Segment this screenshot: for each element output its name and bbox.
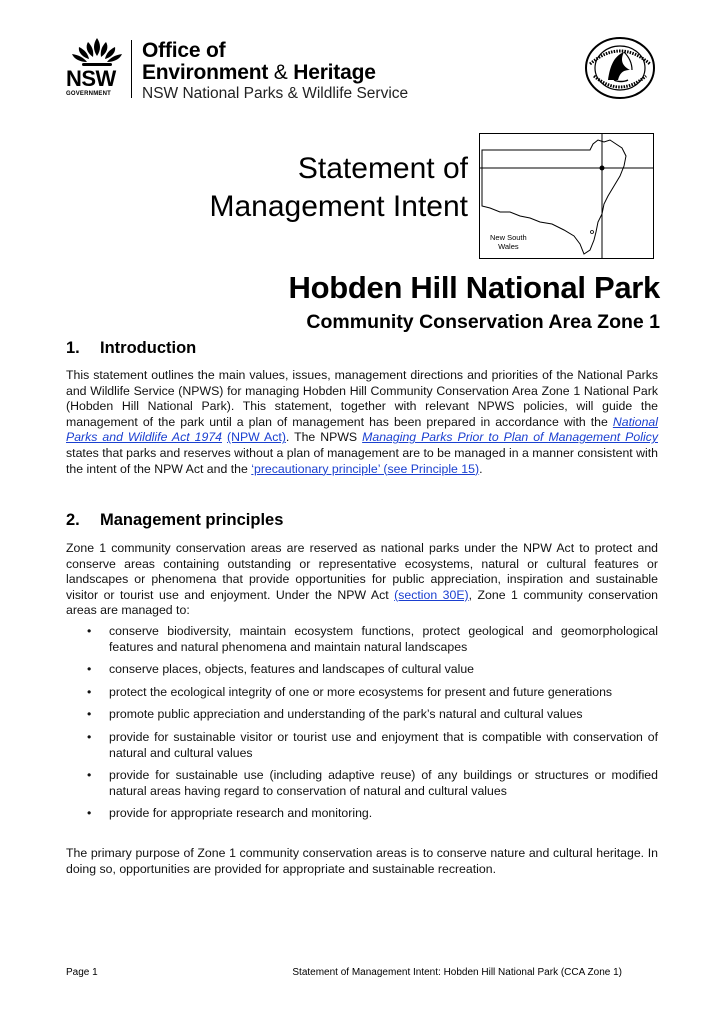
list-item bbox=[66, 806, 658, 822]
section1-paragraph bbox=[66, 368, 658, 477]
document-title-line1: Statement of bbox=[297, 152, 468, 185]
bullet-icon: • bbox=[87, 768, 92, 783]
nsw-wordmark: NSW bbox=[66, 66, 116, 91]
section2-heading bbox=[66, 511, 283, 530]
list-item-text: provide for appropriate research and monitoring. bbox=[109, 806, 373, 821]
bullet-icon: • bbox=[87, 662, 92, 677]
nsw-waratah-logo-icon bbox=[68, 36, 126, 68]
list-item bbox=[66, 730, 658, 761]
section1-text-b: . The NPWS bbox=[285, 430, 363, 445]
logo-line3: NSW National Parks & Wildlife Service bbox=[142, 85, 409, 102]
bullet-icon: • bbox=[87, 806, 92, 821]
list-item-text: promote public appreciation and understanding of the park’s natural and cultural values bbox=[109, 707, 583, 722]
logo-divider bbox=[131, 40, 132, 98]
map-label bbox=[490, 233, 527, 251]
list-item bbox=[66, 624, 658, 655]
list-item-text: conserve places, objects, features and landscapes of cultural value bbox=[109, 662, 475, 677]
section1-text-d: . bbox=[479, 461, 483, 476]
footer-page-number: Page 1 bbox=[66, 967, 98, 978]
list-item bbox=[66, 707, 658, 723]
section1-text-a: This statement outlines the main values, issues, management directions and priorities of the National Parks and Wildlife Service (NPWS) for managing Hobden Hill Community Conservation Area Zone 1 National Park (Hobden Hill National Park). This statement, together with relevant NPWS policies, will guide the management of the park until a plan of management has been prepared in accordance with the bbox=[66, 368, 658, 429]
bullet-icon: • bbox=[87, 729, 92, 744]
document-title-line2: Management Intent bbox=[209, 190, 468, 223]
bullet-icon: • bbox=[87, 684, 92, 699]
map-label-line2: Wales bbox=[498, 242, 519, 251]
section2-paragraph bbox=[66, 541, 658, 619]
footer-document-title: Statement of Management Intent: Hobden Hill National Park (CCA Zone 1) bbox=[292, 967, 622, 978]
park-name: Hobden Hill National Park bbox=[288, 270, 660, 305]
logo-line2-amp: & bbox=[273, 61, 288, 84]
section2-text-a: Zone 1 community conservation areas are reserved as national parks under the NPW Act to protect and conserve areas containing outstanding or representative ecosystems, natural or cultural features or landscapes or phenomena that provide opportunities for public appreciation, inspiration and sustainable visitor or tourist use and enjoyment. Under the NPW Act bbox=[66, 541, 658, 602]
npws-lyrebird-seal-icon bbox=[584, 36, 656, 100]
list-item-text: provide for sustainable visitor or tourist use and enjoyment that is compatible with conservation of natural and cultural values bbox=[109, 729, 658, 760]
document-title bbox=[209, 150, 468, 226]
npw-act-abbr-link[interactable]: (NPW Act) bbox=[226, 430, 286, 445]
agency-logo-text bbox=[142, 40, 408, 102]
section1-title: Introduction bbox=[100, 339, 197, 357]
logo-line2-b: Heritage bbox=[293, 61, 376, 84]
section2-number: 2. bbox=[66, 511, 80, 529]
list-item-text: conserve biodiversity, maintain ecosystem functions, protect geological and geomorphological features and natural phenomena and maintain natural landscapes bbox=[109, 624, 658, 654]
nsw-government-label: GOVERNMENT bbox=[66, 91, 112, 97]
map-label-line1: New South bbox=[490, 233, 527, 242]
section1-heading bbox=[66, 339, 196, 358]
list-item bbox=[66, 768, 658, 799]
section-30e-link[interactable]: (section 30E) bbox=[394, 587, 469, 602]
logo-line2-a: Environment bbox=[142, 61, 269, 84]
park-subtitle: Community Conservation Area Zone 1 bbox=[306, 311, 660, 333]
list-item bbox=[66, 685, 658, 701]
section1-text-c: states that parks and reserves without a plan of management are to be managed in a manner consistent with the intent of the NPW Act and the bbox=[66, 445, 658, 476]
logo-line1: Office of bbox=[142, 39, 226, 62]
managing-parks-policy-link[interactable]: Managing Parks Prior to Plan of Management Policy bbox=[362, 430, 658, 445]
section2-closing: The primary purpose of Zone 1 community conservation areas is to conserve nature and cultural heritage. In doing so, opportunities are provided for appropriate and sustainable recreation. bbox=[66, 846, 658, 876]
logo-line2 bbox=[142, 62, 408, 83]
section2-text-b: , Zone 1 community conservation areas are managed to: bbox=[66, 587, 659, 618]
bullet-icon: • bbox=[87, 707, 92, 722]
management-principles-list bbox=[66, 624, 658, 829]
precautionary-principle-link[interactable]: ‘precautionary principle’ (see Principle 15) bbox=[251, 461, 480, 476]
section1-number: 1. bbox=[66, 339, 80, 357]
npw-act-link[interactable]: National Parks and Wildlife Act 1974 bbox=[66, 414, 658, 445]
list-item bbox=[66, 662, 658, 678]
list-item-text: protect the ecological integrity of one or more ecosystems for present and future generations bbox=[109, 684, 613, 699]
list-item-text: provide for sustainable use (including adaptive reuse) of any buildings or structures or modified natural areas having regard to conservation of natural and cultural values bbox=[109, 768, 658, 798]
bullet-icon: • bbox=[87, 624, 92, 638]
section2-title: Management principles bbox=[100, 511, 284, 529]
